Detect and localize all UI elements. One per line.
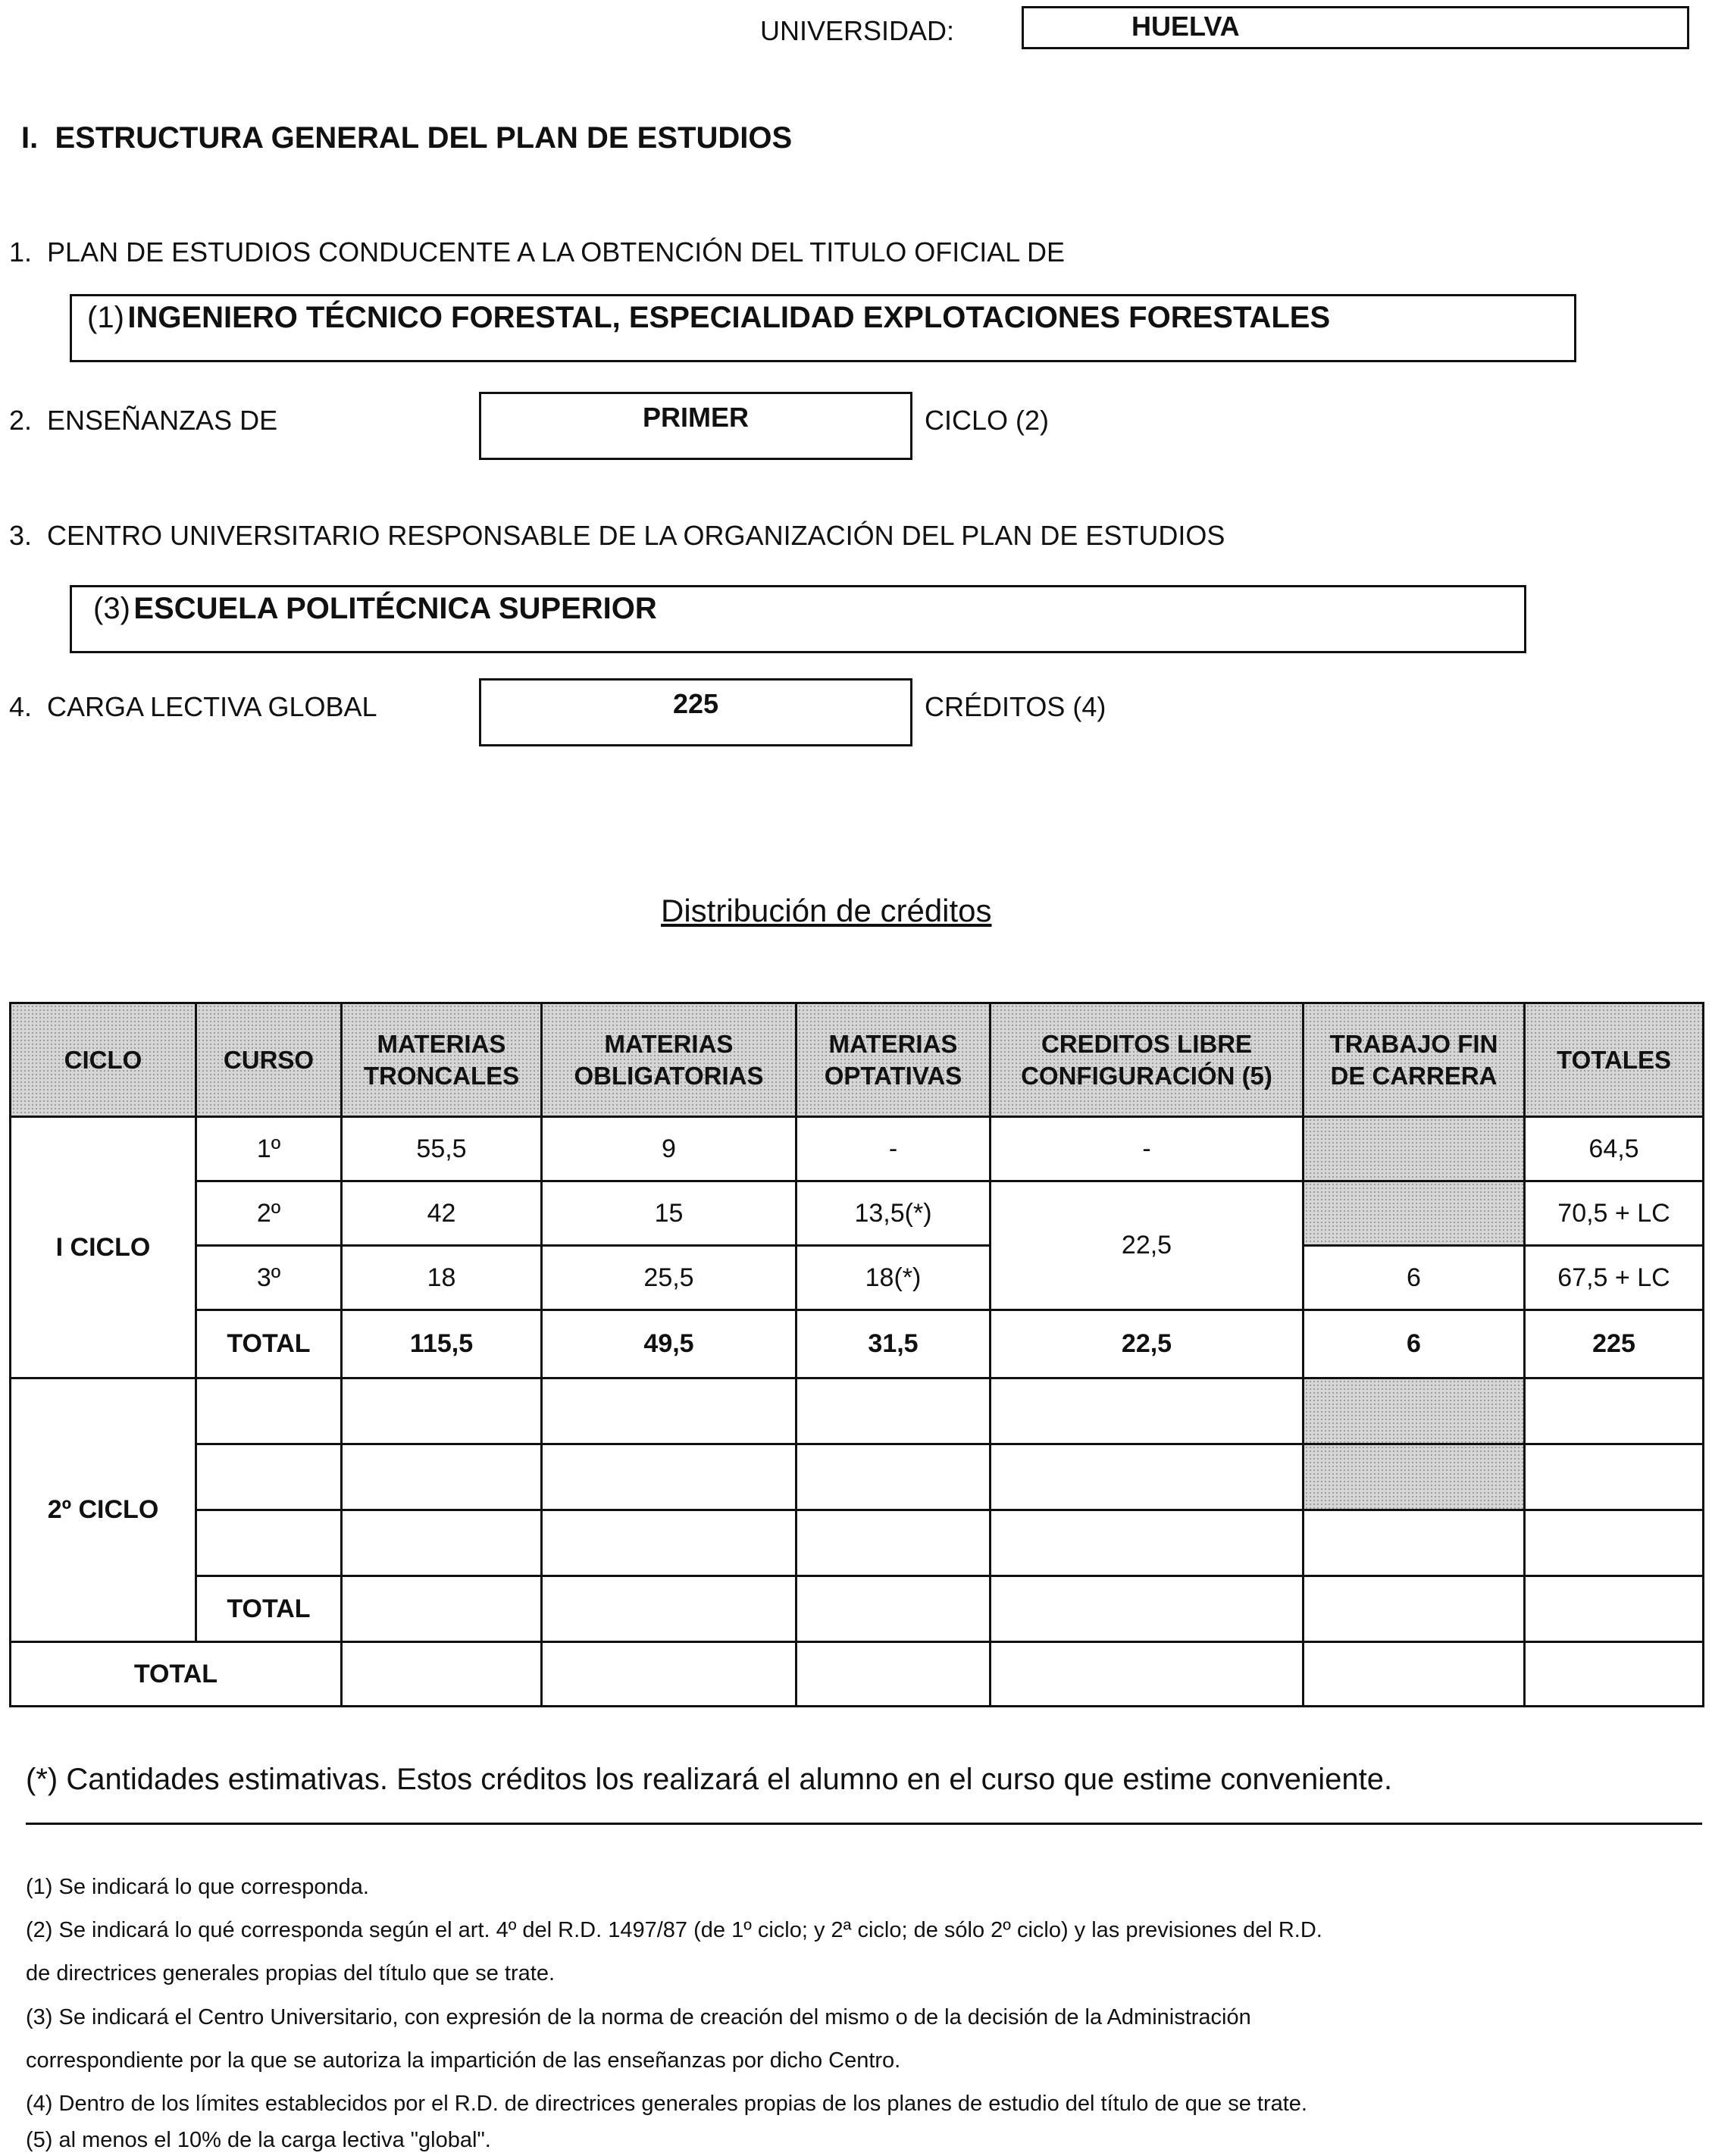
- total1-obligatorias: 49,5: [542, 1310, 797, 1378]
- total1-label: TOTAL: [196, 1310, 342, 1378]
- item1-box: [70, 294, 1576, 362]
- empty-cell: [1525, 1444, 1704, 1510]
- trabajo-cell-shaded: [1304, 1378, 1525, 1444]
- table-header-row: [11, 1003, 1704, 1117]
- table-row: [11, 1117, 1704, 1181]
- table-row: [11, 1378, 1704, 1444]
- grand-total-label: TOTAL: [11, 1642, 342, 1707]
- empty-cell: [542, 1510, 797, 1576]
- header-totales: TOTALES: [1525, 1003, 1704, 1117]
- empty-cell: [1525, 1642, 1704, 1707]
- item1-ref: (1): [87, 301, 124, 334]
- obligatorias-cell: 25,5: [542, 1246, 797, 1310]
- footnote-divider: [26, 1823, 1702, 1825]
- item4-label: 4. CARGA LECTIVA GLOBAL: [9, 691, 377, 722]
- empty-cell: [797, 1576, 991, 1642]
- total2-label: TOTAL: [196, 1576, 342, 1642]
- table-row: [11, 1510, 1704, 1576]
- grand-total-row: [11, 1642, 1704, 1707]
- empty-cell: [196, 1378, 342, 1444]
- empty-cell: [342, 1576, 542, 1642]
- footnote-3-cont: correspondiente por la que se autoriza la impartición de las enseñanzas por dicho Centro.: [26, 2048, 901, 2073]
- troncales-cell: 42: [342, 1181, 542, 1246]
- empty-cell: [797, 1510, 991, 1576]
- header-troncales: MATERIAS TRONCALES: [342, 1003, 542, 1117]
- curso-cell: 1º: [196, 1117, 342, 1181]
- empty-cell: [991, 1444, 1304, 1510]
- item4-suffix: CRÉDITOS (4): [925, 691, 1106, 722]
- header-curso: CURSO: [196, 1003, 342, 1117]
- empty-cell: [542, 1378, 797, 1444]
- table-row: [11, 1246, 1704, 1310]
- empty-cell: [196, 1444, 342, 1510]
- optativas-cell: 18(*): [797, 1246, 991, 1310]
- obligatorias-cell: 15: [542, 1181, 797, 1246]
- troncales-cell: 18: [342, 1246, 542, 1310]
- table-row: [11, 1181, 1704, 1246]
- empty-cell: [342, 1642, 542, 1707]
- empty-cell: [797, 1378, 991, 1444]
- optativas-cell: -: [797, 1117, 991, 1181]
- header-trabajo: TRABAJO FIN DE CARRERA: [1304, 1003, 1525, 1117]
- empty-cell: [542, 1444, 797, 1510]
- table-row: [11, 1444, 1704, 1510]
- empty-cell: [991, 1510, 1304, 1576]
- empty-cell: [196, 1510, 342, 1576]
- empty-cell: [991, 1642, 1304, 1707]
- empty-cell: [991, 1576, 1304, 1642]
- empty-cell: [797, 1642, 991, 1707]
- ciclo2-cell: 2º CICLO: [11, 1378, 196, 1642]
- totales-cell: 64,5: [1525, 1117, 1704, 1181]
- empty-cell: [1304, 1642, 1525, 1707]
- libre-cell-merged: 22,5: [991, 1181, 1304, 1310]
- item3-label: 3. CENTRO UNIVERSITARIO RESPONSABLE DE LA ORGANIZACIÓN DEL PLAN DE ESTUDIOS: [9, 520, 1225, 551]
- footnote-5: (5) al menos el 10% de la carga lectiva "global".: [26, 2128, 491, 2152]
- table-title: Distribución de créditos: [661, 893, 992, 928]
- totales-cell: 70,5 + LC: [1525, 1181, 1704, 1246]
- footnote-2-cont: de directrices generales propias del título que se trate.: [26, 1961, 556, 1985]
- trabajo-cell-shaded: [1304, 1181, 1525, 1246]
- empty-cell: [1525, 1510, 1704, 1576]
- empty-cell: [342, 1444, 542, 1510]
- ciclo1-cell: I CICLO: [11, 1117, 196, 1378]
- total1-libre: 22,5: [991, 1310, 1304, 1378]
- empty-cell: [342, 1510, 542, 1576]
- total1-troncales: 115,5: [342, 1310, 542, 1378]
- total1-row: [11, 1310, 1704, 1378]
- footnote-2: (2) Se indicará lo qué corresponda según el art. 4º del R.D. 1497/87 (de 1º ciclo; y 2ª ciclo; de sólo 2º ciclo) y las previsiones del R.D.: [26, 1918, 1322, 1942]
- footnote-3: (3) Se indicará el Centro Universitario, con expresión de la norma de creación del mismo o de la decisión de la Administración: [26, 2005, 1251, 2029]
- empty-cell: [342, 1378, 542, 1444]
- empty-cell: [1304, 1510, 1525, 1576]
- item4-box: [479, 678, 912, 746]
- item3-ref: (3): [93, 592, 130, 625]
- universidad-box: [1022, 6, 1689, 49]
- distribution-table: [9, 1002, 1704, 1707]
- estimate-note: (*) Cantidades estimativas. Estos créditos los realizará el alumno en el curso que estime conveniente.: [26, 1763, 1393, 1796]
- item2-value: PRIMER: [642, 402, 749, 433]
- universidad-value: HUELVA: [1131, 11, 1240, 42]
- item2-box: [479, 392, 912, 460]
- item2-label: 2. ENSEÑANZAS DE: [9, 405, 278, 436]
- trabajo-cell-shaded: [1304, 1444, 1525, 1510]
- total2-row: [11, 1576, 1704, 1642]
- total1-optativas: 31,5: [797, 1310, 991, 1378]
- total1-totales: 225: [1525, 1310, 1704, 1378]
- header-libre: CREDITOS LIBRE CONFIGURACIÓN (5): [991, 1003, 1304, 1117]
- empty-cell: [1525, 1378, 1704, 1444]
- curso-cell: 2º: [196, 1181, 342, 1246]
- empty-cell: [1304, 1576, 1525, 1642]
- obligatorias-cell: 9: [542, 1117, 797, 1181]
- empty-cell: [1525, 1576, 1704, 1642]
- empty-cell: [991, 1378, 1304, 1444]
- libre-cell: -: [991, 1117, 1304, 1181]
- item3-value: ESCUELA POLITÉCNICA SUPERIOR: [133, 592, 657, 625]
- item4-value: 225: [672, 688, 719, 719]
- totales-cell: 67,5 + LC: [1525, 1246, 1704, 1310]
- universidad-label: UNIVERSIDAD:: [760, 15, 955, 46]
- section-title: I. ESTRUCTURA GENERAL DEL PLAN DE ESTUDIOS: [21, 121, 793, 155]
- optativas-cell: 13,5(*): [797, 1181, 991, 1246]
- item3-box: [70, 585, 1526, 653]
- empty-cell: [542, 1576, 797, 1642]
- total1-trabajo: 6: [1304, 1310, 1525, 1378]
- footnote-4: (4) Dentro de los límites establecidos por el R.D. de directrices generales propias de los planes de estudio del título de que se trate.: [26, 2092, 1307, 2116]
- empty-cell: [797, 1444, 991, 1510]
- footnote-1: (1) Se indicará lo que corresponda.: [26, 1875, 369, 1899]
- curso-cell: 3º: [196, 1246, 342, 1310]
- trabajo-cell-shaded: [1304, 1117, 1525, 1181]
- trabajo-cell: 6: [1304, 1246, 1525, 1310]
- item2-suffix: CICLO (2): [925, 405, 1050, 436]
- header-ciclo: CICLO: [11, 1003, 196, 1117]
- item1-value: INGENIERO TÉCNICO FORESTAL, ESPECIALIDAD EXPLOTACIONES FORESTALES: [127, 301, 1331, 334]
- header-optativas: MATERIAS OPTATIVAS: [797, 1003, 991, 1117]
- item1-label: 1. PLAN DE ESTUDIOS CONDUCENTE A LA OBTENCIÓN DEL TITULO OFICIAL DE: [9, 236, 1065, 268]
- header-obligatorias: MATERIAS OBLIGATORIAS: [542, 1003, 797, 1117]
- empty-cell: [542, 1642, 797, 1707]
- troncales-cell: 55,5: [342, 1117, 542, 1181]
